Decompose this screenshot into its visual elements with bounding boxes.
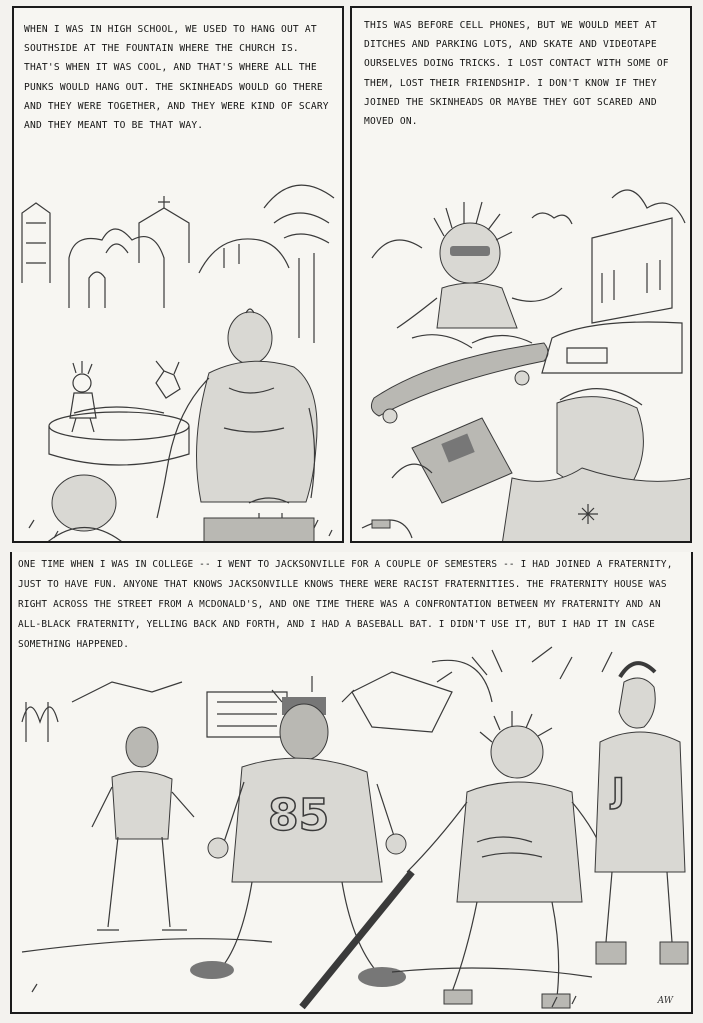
skateboard-scene-illustration [352, 8, 692, 543]
jersey-number: 85 [268, 790, 330, 841]
panel-confrontation [10, 552, 693, 1014]
panel-skating [350, 6, 692, 543]
panel-1-caption: WHEN I WAS IN HIGH SCHOOL, WE USED TO HANG OUT AT SOUTHSIDE AT THE FOUNTAIN WHERE THE CHURCH IS. THAT'S WHEN IT WAS COOL, AND THAT'S WHERE ALL THE PUNKS WOULD HANG OUT. THE SKINHEADS WOULD GO THERE AND THEY WERE TOGETHER, AND THEY WERE KIND OF SCARY AND THEY MEANT TO BE THAT WAY. [24, 24, 329, 132]
panel-3-caption: ONE TIME WHEN I WAS IN COLLEGE -- I WENT TO JACKSONVILLE FOR A COUPLE OF SEMESTERS -- I HAD JOINED A FRATERNITY, JUST TO HAVE FUN. ANYONE THAT KNOWS JACKSONVILLE KNOWS THERE WERE RACIST FRATERNITIES. THE FRATERNITY HOUSE WAS RIGHT ACROSS THE STREET FROM A MCDONALD'S, AND ONE TIME THERE WAS A CONFRONTATION BETWEEN MY FRATERNITY AND AN ALL-BLACK FRATERNITY, YELLING BACK AND FORTH, AND I HAD A BASEBALL BAT. I DIDN'T USE IT, BUT I HAD IT IN CASE SOMETHING HAPPENED. [18, 559, 673, 650]
panel-2-caption: THIS WAS BEFORE CELL PHONES, BUT WE WOULD MEET AT DITCHES AND PARKING LOTS, AND SKATE AND VIDEOTAPE OURSELVES DOING TRICKS. I LOST CONTACT WITH SOME OF THEM, LOST THEIR FRIENDSHIP. I DON'T KNOW IF THEY JOINED THE SKINHEADS OR MAYBE THEY GOT SCARED AND MOVED ON. [364, 20, 669, 128]
fountain-scene-illustration [14, 8, 344, 543]
confrontation-scene-illustration [12, 552, 693, 1014]
jacket-letter: J [612, 771, 625, 811]
panel-fountain [12, 6, 344, 543]
artist-signature: AW [657, 996, 673, 1006]
